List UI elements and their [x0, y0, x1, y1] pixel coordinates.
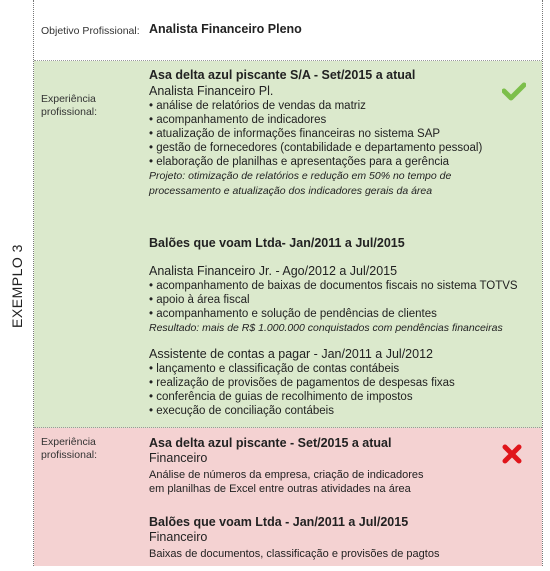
x-icon: [501, 443, 523, 465]
list-item: • atualização de informações financeiras no sistema SAP: [149, 128, 441, 140]
objective-row: [34, 0, 542, 61]
resume-comparison-frame: [33, 0, 543, 566]
good-label-line2: profissional:: [41, 106, 98, 118]
bad-job2: [149, 515, 539, 561]
list-item: • conferência de guias de recolhimento de impostos: [149, 391, 413, 403]
list-item: • acompanhamento de baixas de documentos fiscais no sistema TOTVS: [149, 280, 518, 292]
list-item: • execução de conciliação contábeis: [149, 405, 334, 417]
good-job2: [149, 236, 539, 418]
objective-label: Objetivo Profissional:: [41, 25, 140, 37]
objective-value: Analista Financeiro Pleno: [149, 22, 302, 36]
list-item: • gestão de fornecedores (contabilidade e departamento pessoal): [149, 142, 483, 154]
bad-job1-desc-line1: Análise de números da empresa, criação de indicadores: [149, 469, 424, 481]
bad-label-line1: Experiência: [41, 436, 96, 448]
list-item: • acompanhamento e solução de pendências de clientes: [149, 308, 437, 320]
good-label-line1: Experiência: [41, 93, 96, 105]
bad-experience-label: [41, 436, 141, 462]
list-item: • elaboração de planilhas e apresentações para a gerência: [149, 156, 450, 168]
bad-job1-role: Financeiro: [149, 451, 208, 465]
good-experience-row: [34, 61, 542, 428]
list-item: • análise de relatórios de vendas da matriz: [149, 100, 366, 112]
side-band: [0, 0, 33, 571]
example-label: EXEMPLO 3: [8, 243, 25, 328]
good-job1: [149, 68, 539, 199]
good-job1-title: Asa delta azul piscante S/A - Set/2015 a atual: [149, 68, 416, 82]
bad-job2-role: Financeiro: [149, 530, 208, 544]
check-icon: [502, 81, 526, 101]
good-job2-role2: Assistente de contas a pagar - Jan/2011 a Jul/2012: [149, 347, 433, 361]
bad-job2-desc: Baixas de documentos, classificação e provisões de pagtos: [149, 548, 440, 560]
good-job2-title: Balões que voam Ltda- Jan/2011 a Jul/2015: [149, 236, 405, 250]
good-job2-result: Resultado: mais de R$ 1.000.000 conquistados com pendências financeiras: [149, 322, 503, 334]
good-job2-role1: Analista Financeiro Jr. - Ago/2012 a Jul/2015: [149, 264, 398, 278]
bad-job1: [149, 436, 539, 496]
bad-experience-row: [34, 428, 542, 566]
list-item: • acompanhamento de indicadores: [149, 114, 327, 126]
list-item: • realização de provisões de pagamentos de despesas fixas: [149, 377, 455, 389]
good-job1-project-line1: Projeto: otimização de relatórios e redução em 50% no tempo de: [149, 170, 452, 182]
good-experience-label: [41, 93, 141, 119]
list-item: • apoio à área fiscal: [149, 294, 250, 306]
bad-job1-title: Asa delta azul piscante - Set/2015 a atual: [149, 436, 392, 450]
bad-job2-title: Balões que voam Ltda - Jan/2011 a Jul/2015: [149, 515, 409, 529]
bad-label-line2: profissional:: [41, 449, 98, 461]
good-job1-role: Analista Financeiro Pl.: [149, 84, 274, 98]
good-job1-project-line2: processamento e atualização dos indicadores gerais da área: [149, 185, 433, 197]
list-item: • lançamento e classificação de contas contábeis: [149, 363, 400, 375]
bad-job1-desc-line2: em planilhas de Excel entre outras atividades na área: [149, 483, 411, 495]
